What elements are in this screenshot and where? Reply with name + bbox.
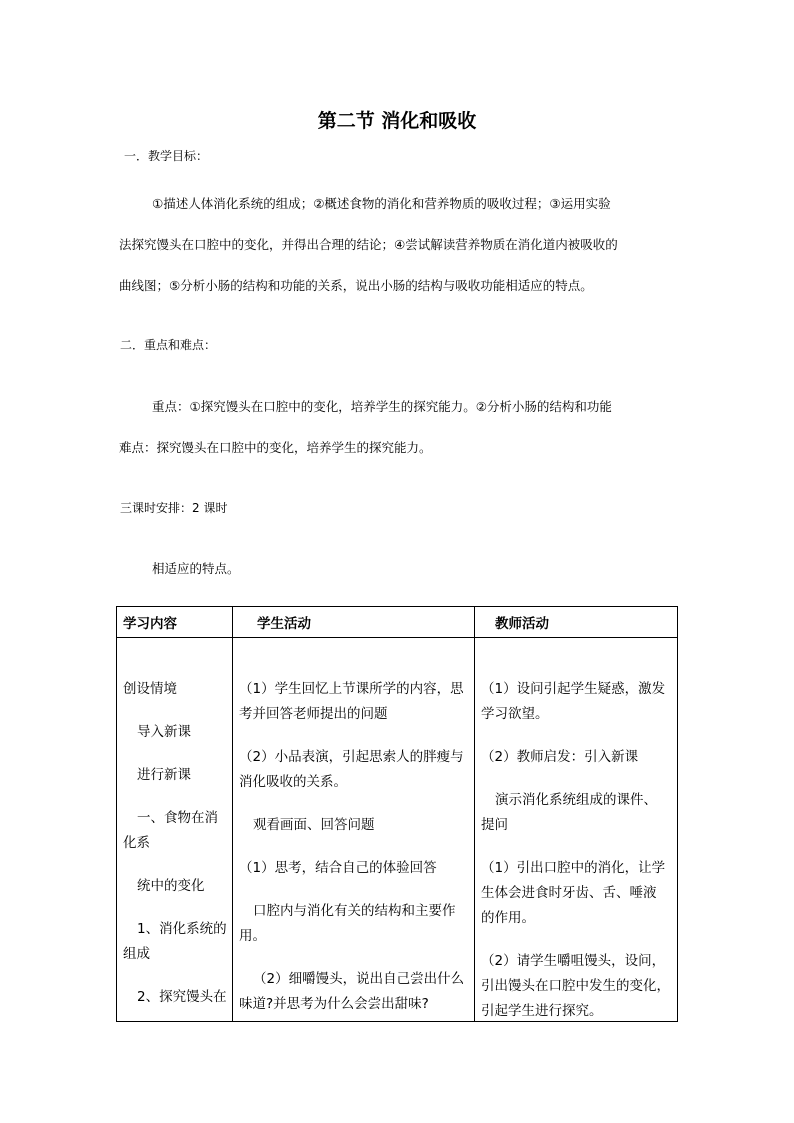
teacher-activity-cell <box>475 638 678 1022</box>
student-activity-cell <box>233 638 475 1022</box>
key-point: 重点：①探究馒头在口腔中的变化，培养学生的探究能力。②分析小肠的结构和功能 <box>152 399 612 414</box>
student-activity-line: （2）细嚼馒头，说出自己尝出什么 <box>253 971 465 987</box>
difficulty: 难点：探究馒头在口腔中的变化，培养学生的探究能力。 <box>119 440 432 455</box>
teacher-activity-line: 引出馒头在口腔中发生的变化， <box>481 978 670 994</box>
table-row <box>117 638 678 1022</box>
header-teacher-activity <box>475 607 678 638</box>
teacher-activity-line: 提问 <box>481 817 508 833</box>
student-activity-line: 用。 <box>239 928 266 944</box>
learning-content-line: 进行新课 <box>137 767 191 783</box>
learning-content-line: 1、消化系统的 <box>137 921 227 937</box>
teacher-activity-line: （2）教师启发：引入新课 <box>481 749 639 765</box>
learning-content-line: 2、探究馒头在 <box>137 989 227 1005</box>
objectives-line-2: 法探究馒头在口腔中的变化，并得出合理的结论；④尝试解读营养物质在消化道内被吸收的 <box>119 237 618 252</box>
learning-content-line: 统中的变化 <box>137 878 205 894</box>
header-learning-content <box>117 607 233 638</box>
learning-content-cell <box>117 638 233 1022</box>
learning-content-line: 一、食物在消 <box>137 810 218 826</box>
student-activity-line: （1）学生回忆上节课所学的内容，思 <box>239 681 464 697</box>
teacher-activity-line: （2）请学生嚼咀馒头，设问， <box>481 953 666 969</box>
header-learning-content-label: 学习内容 <box>123 616 177 632</box>
student-activity-line: 考并回答老师提出的问题 <box>239 706 388 722</box>
continuation-text: 相适应的特点。 <box>152 561 240 576</box>
objectives-line-1: ①描述人体消化系统的组成；②概述食物的消化和营养物质的吸收过程；③运用实验 <box>152 196 611 211</box>
teacher-activity-line: 生体会进食时牙齿、舌、唾液 <box>481 885 657 901</box>
section2-heading: 二．重点和难点： <box>120 338 217 352</box>
student-activity-line: 味道?并思考为什么会尝出甜味? <box>239 996 429 1012</box>
student-activity-line: （1）思考，结合自己的体验回答 <box>239 860 437 876</box>
teacher-activity-line: 演示消化系统组成的课件、 <box>495 792 657 808</box>
learning-content-line: 导入新课 <box>137 724 191 740</box>
page-title: 第二节 消化和吸收 <box>317 110 477 132</box>
header-student-activity-label: 学生活动 <box>257 616 311 632</box>
teacher-activity-line: （1）设问引起学生疑惑，激发 <box>481 681 666 697</box>
student-activity-line: 口腔内与消化有关的结构和主要作 <box>253 903 456 919</box>
header-student-activity <box>233 607 475 638</box>
objectives-line-3: 曲线图；⑤分析小肠的结构和功能的关系，说出小肠的结构与吸收功能相适应的特点。 <box>119 278 593 293</box>
learning-content-line: 创设情境 <box>123 681 177 697</box>
teacher-activity-line: 引起学生进行探究。 <box>481 1003 603 1019</box>
student-activity-line: （2）小品表演，引起思索人的胖瘦与 <box>239 749 464 765</box>
student-activity-line: 消化吸收的关系。 <box>239 774 347 790</box>
learning-content-line: 化系 <box>123 835 150 851</box>
teacher-activity-line: （1）引出口腔中的消化，让学 <box>481 860 666 876</box>
teacher-activity-line: 学习欲望。 <box>481 706 549 722</box>
header-teacher-activity-label: 教师活动 <box>495 616 549 632</box>
section3-heading: 三课时安排：2 课时 <box>120 501 228 515</box>
table-header-row <box>117 607 678 638</box>
learning-content-line: 组成 <box>123 946 150 962</box>
student-activity-line: 观看画面、回答问题 <box>253 817 375 833</box>
lesson-table <box>116 606 678 1022</box>
section1-heading: 一．教学目标： <box>124 149 209 163</box>
teacher-activity-line: 的作用。 <box>481 910 535 926</box>
